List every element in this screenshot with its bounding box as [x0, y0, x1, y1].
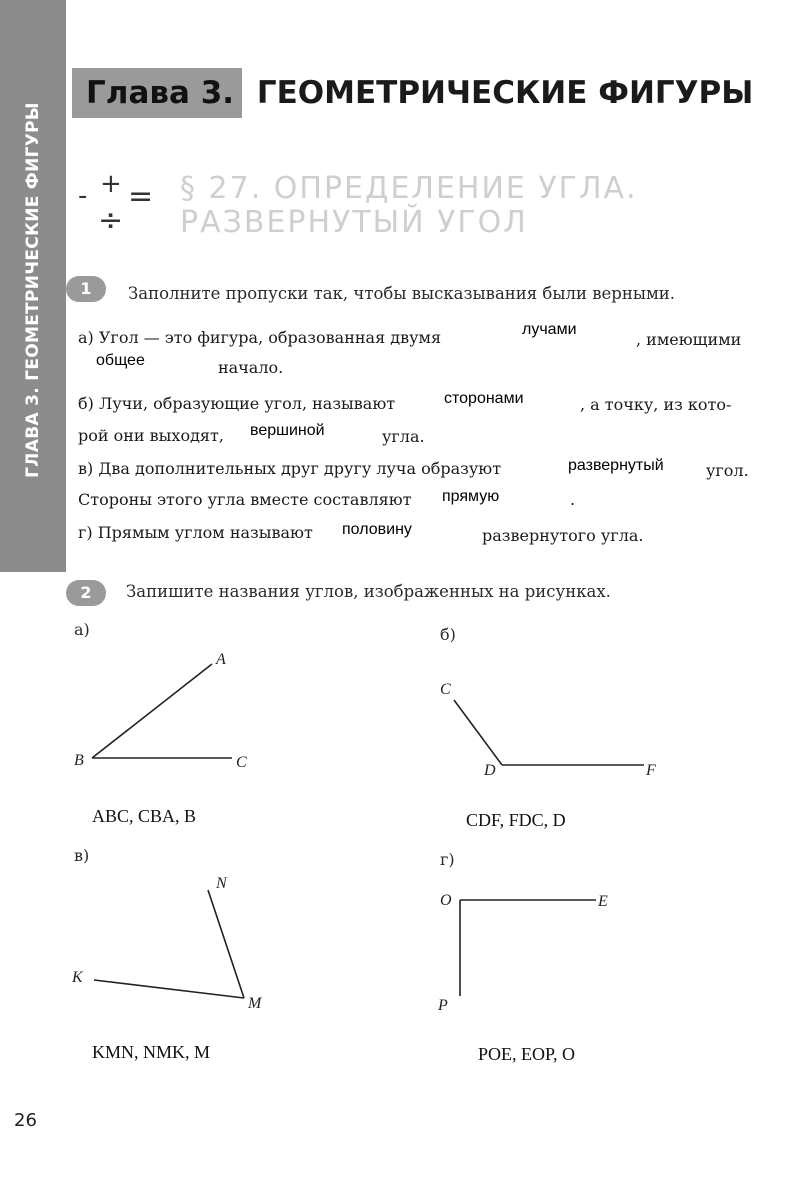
figure-c-label: в) [74, 846, 90, 865]
section-title [180, 172, 638, 240]
figure-a-answer: ABC, CBA, B [92, 806, 197, 826]
task1-b-text3: рой они выходят, [78, 426, 224, 445]
point-e: E [598, 893, 608, 910]
svg-text:-: - [78, 181, 88, 211]
figure-b-diagram [430, 670, 680, 790]
figure-c-diagram [60, 868, 300, 1018]
svg-text:+: + [100, 172, 122, 199]
side-chapter-label: ГЛАВА 3. ГЕОМЕТРИЧЕСКИЕ ФИГУРЫ [23, 102, 43, 478]
figure-d-label: г) [440, 850, 455, 869]
task1-instruction: Заполните пропуски так, чтобы высказывания были верными. [128, 284, 676, 303]
task1-a-answer1: лучами [522, 321, 577, 338]
point-f: F [646, 762, 656, 779]
section-title-line1: § 27. ОПРЕДЕЛЕНИЕ УГЛА. [180, 171, 638, 206]
task1-v-text: в) Два дополнительных друг другу луча образуют [78, 459, 502, 478]
chapter-name: ГЕОМЕТРИЧЕСКИЕ ФИГУРЫ [256, 75, 754, 111]
task1-b-text2: , а точку, из кото- [580, 395, 732, 414]
section-title-line2: РАЗВЕРНУТЫЙ УГОЛ [180, 205, 528, 240]
task1-b-answer1: сторонами [444, 390, 524, 407]
figure-c-answer: KMN, NMK, M [92, 1042, 211, 1062]
task1-b-text: б) Лучи, образующие угол, называют [78, 394, 396, 413]
task1-v-answer2: прямую [442, 488, 500, 505]
task1-a-text: а) Угол — это фигура, образованная двумя [78, 328, 442, 347]
ray-mk [94, 980, 244, 998]
task1-b-answer2: вершиной [250, 422, 325, 439]
point-o: O [440, 892, 452, 909]
svg-text:=: = [128, 179, 154, 214]
point-n: N [216, 875, 227, 892]
point-c: C [236, 754, 247, 771]
ray-mn [208, 890, 244, 998]
point-d: D [484, 762, 496, 779]
task1-v-text3: Стороны этого угла вместе составляют [78, 490, 412, 509]
ray-dc [454, 700, 502, 765]
task1-g-text: г) Прямым углом называют [78, 523, 313, 542]
task2-instruction: Запишите названия углов, изображенных на рисунках. [126, 582, 611, 601]
chapter-number: Глава 3. [72, 68, 242, 118]
point-p: P [438, 997, 448, 1014]
point-a: A [216, 651, 226, 668]
task1-a-text2: , имеющими [636, 330, 742, 349]
figure-d-answer: POE, EOP, O [478, 1044, 576, 1064]
task1-g-answer1: половину [342, 521, 412, 538]
page-number: 26 [14, 1110, 37, 1131]
math-operators-icon [76, 172, 166, 242]
point-k: K [72, 969, 83, 986]
figure-a-diagram [60, 640, 300, 780]
task1-badge: 1 [66, 276, 106, 302]
point-m: M [248, 995, 262, 1012]
chapter-title [72, 68, 754, 118]
task1-v-answer1: развернутый [568, 457, 664, 474]
figure-b-answer: CDF, FDC, D [466, 810, 566, 830]
task1-g-text2: развернутого угла. [482, 526, 644, 545]
task1-v-text4: . [570, 490, 576, 509]
figure-d-diagram [430, 880, 660, 1020]
svg-text:÷: ÷ [98, 203, 124, 238]
ray-ba [92, 664, 212, 758]
task1-v-text2: угол. [706, 461, 749, 480]
figure-a-label: а) [74, 620, 90, 639]
figure-b-label: б) [440, 625, 456, 644]
point-c: C [440, 681, 451, 698]
task1-a-answer2: общее [96, 352, 145, 369]
task1-a-text3: начало. [218, 358, 284, 377]
task1-b-text4: угла. [382, 427, 425, 446]
task2-badge: 2 [66, 580, 106, 606]
point-b: B [74, 752, 84, 769]
